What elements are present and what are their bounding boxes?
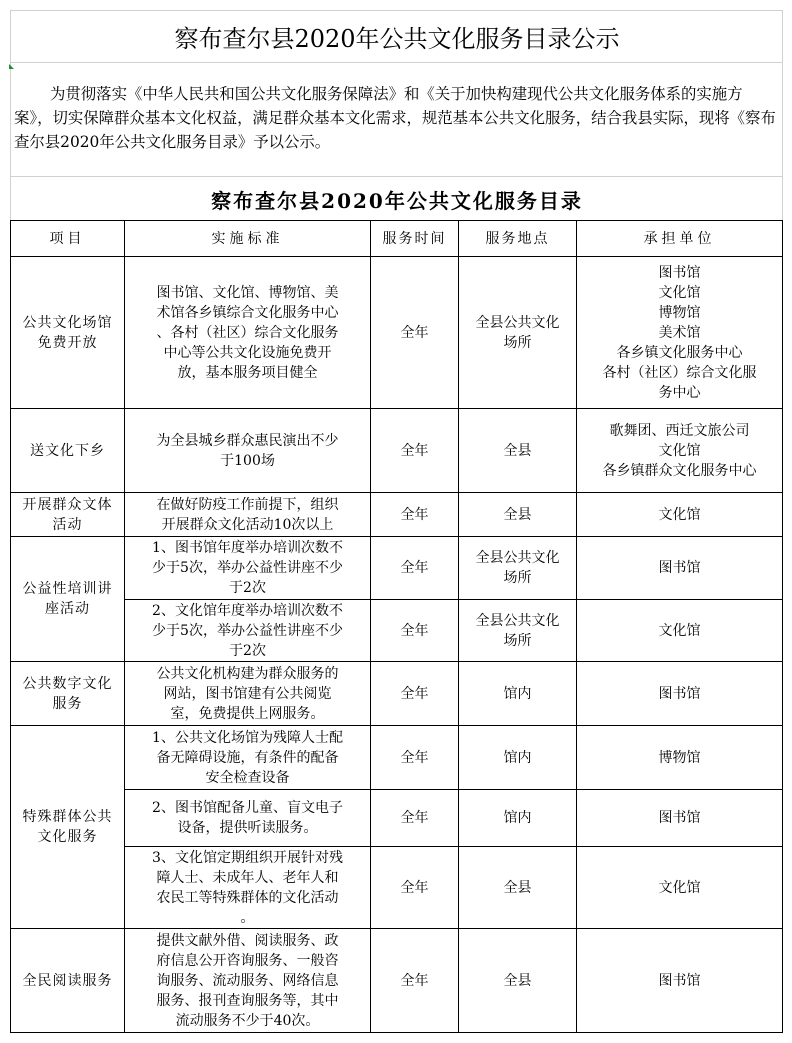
cell-corner-marker <box>9 64 14 69</box>
row-standard: 图书馆、文化馆、博物馆、美 术馆各乡镇综合文化服务中心 、各村（社区）综合文化服务 中心等公共文化设施免费开 放，基本服务项目健全 <box>156 284 339 381</box>
row-place: 全县 <box>503 879 532 896</box>
page-title: 察布查尔县2020年公共文化服务目录公示 <box>174 24 620 53</box>
row-time: 全年 <box>400 506 429 523</box>
header-time: 服务时间 <box>382 230 447 247</box>
row-standard: 公共文化机构建为群众服务的 网站，图书馆建有公共阅览 室，免费提供上网服务。 <box>156 665 339 722</box>
row-standard: 1、公共文化场馆为残障人士配 备无障碍设施，有条件的配备 安全检查设备 <box>152 729 343 786</box>
header-place: 服务地点 <box>485 230 550 247</box>
row-place: 馆内 <box>503 749 532 766</box>
row-place: 全县公共文化 场所 <box>475 550 560 586</box>
row-time: 全年 <box>400 685 429 702</box>
grid-v-5 <box>782 220 783 1033</box>
row-place: 馆内 <box>503 685 532 702</box>
row-time: 全年 <box>400 972 429 989</box>
header-standard: 实施标准 <box>211 230 284 247</box>
row-time: 全年 <box>400 810 429 826</box>
row-standard: 2、图书馆配备儿童、盲文电子 设备，提供听读服务。 <box>152 800 343 836</box>
item-free-venues: 公共文化场馆 免费开放 <box>22 314 113 351</box>
intro-paragraph: 为贯彻落实《中华人民共和国公共文化服务保障法》和《关于加快构建现代公共文化服务体系的实施方案》，切实保障群众基本文化权益，满足群众基本文化需求，规范基本公共文化服务，结合我县实际，现将《察布查尔县2020年公共文化服务目录》予以公示。 <box>14 85 776 151</box>
table-title: 察布查尔县2020年公共文化服务目录 <box>211 188 583 213</box>
row-unit: 图书馆 <box>658 685 701 702</box>
row-unit: 文化馆 <box>658 622 701 639</box>
grid-h-bottom <box>10 1032 783 1033</box>
row-standard: 为全县城乡群众惠民演出不少 于100场 <box>156 432 339 469</box>
row-unit: 歌舞团、西迁文旅公司 文化馆 各乡镇群众文化服务中心 <box>602 422 757 479</box>
frame-line-intro-bottom <box>10 176 782 177</box>
row-time: 全年 <box>400 560 429 576</box>
row-time: 全年 <box>400 622 429 639</box>
row-unit: 图书馆 <box>658 810 701 826</box>
row-unit: 文化馆 <box>658 506 701 523</box>
header-unit: 承担单位 <box>643 230 716 247</box>
row-place: 全县 <box>503 442 532 459</box>
item-mass-activities: 开展群众文体 活动 <box>22 496 113 533</box>
row-place: 全县 <box>503 506 532 523</box>
row-place: 全县公共文化 场所 <box>475 314 560 351</box>
row-standard: 1、图书馆年度举办培训次数不 少于5次，举办公益性讲座不少 于2次 <box>152 540 343 596</box>
row-unit: 图书馆 <box>658 972 701 989</box>
row-unit: 文化馆 <box>658 879 701 896</box>
item-special-groups: 特殊群体公共 文化服务 <box>22 809 113 845</box>
row-time: 全年 <box>400 879 429 896</box>
row-unit: 博物馆 <box>658 749 701 766</box>
row-place: 馆内 <box>503 810 532 826</box>
item-culture-countryside: 送文化下乡 <box>30 442 105 459</box>
frame-line-left <box>10 10 11 220</box>
row-unit: 图书馆 <box>658 560 701 576</box>
item-digital-culture: 公共数字文化 服务 <box>22 675 113 712</box>
frame-line-top <box>10 10 782 11</box>
row-standard: 在做好防疫工作前提下，组织 开展群众文化活动10次以上 <box>156 496 339 533</box>
row-unit: 图书馆 文化馆 博物馆 美术馆 各乡镇文化服务中心 各村（社区）综合文化服 务中心 <box>602 264 757 401</box>
row-standard: 提供文献外借、阅读服务、政 府信息公开咨询服务、一般咨 询服务、流动服务、网络信息 服务、报刊查询服务等，其中 流动服务不少于40次。 <box>156 932 339 1029</box>
frame-line-right <box>782 10 783 220</box>
row-place: 全县公共文化 场所 <box>475 612 560 649</box>
row-time: 全年 <box>400 749 429 766</box>
row-standard: 3、文化馆定期组织开展针对残 障人士、未成年人、老年人和 农民工等特殊群体的文化活动 。 <box>152 849 343 926</box>
item-national-reading: 全民阅读服务 <box>22 972 113 989</box>
row-place: 全县 <box>503 972 532 989</box>
row-standard: 2、文化馆年度举办培训次数不 少于5次，举办公益性讲座不少 于2次 <box>152 602 343 659</box>
item-training-lectures: 公益性培训讲 座活动 <box>22 581 113 617</box>
row-time: 全年 <box>400 324 429 341</box>
header-item: 项目 <box>49 230 86 247</box>
frame-line-title-bottom <box>10 62 782 63</box>
row-time: 全年 <box>400 442 429 459</box>
